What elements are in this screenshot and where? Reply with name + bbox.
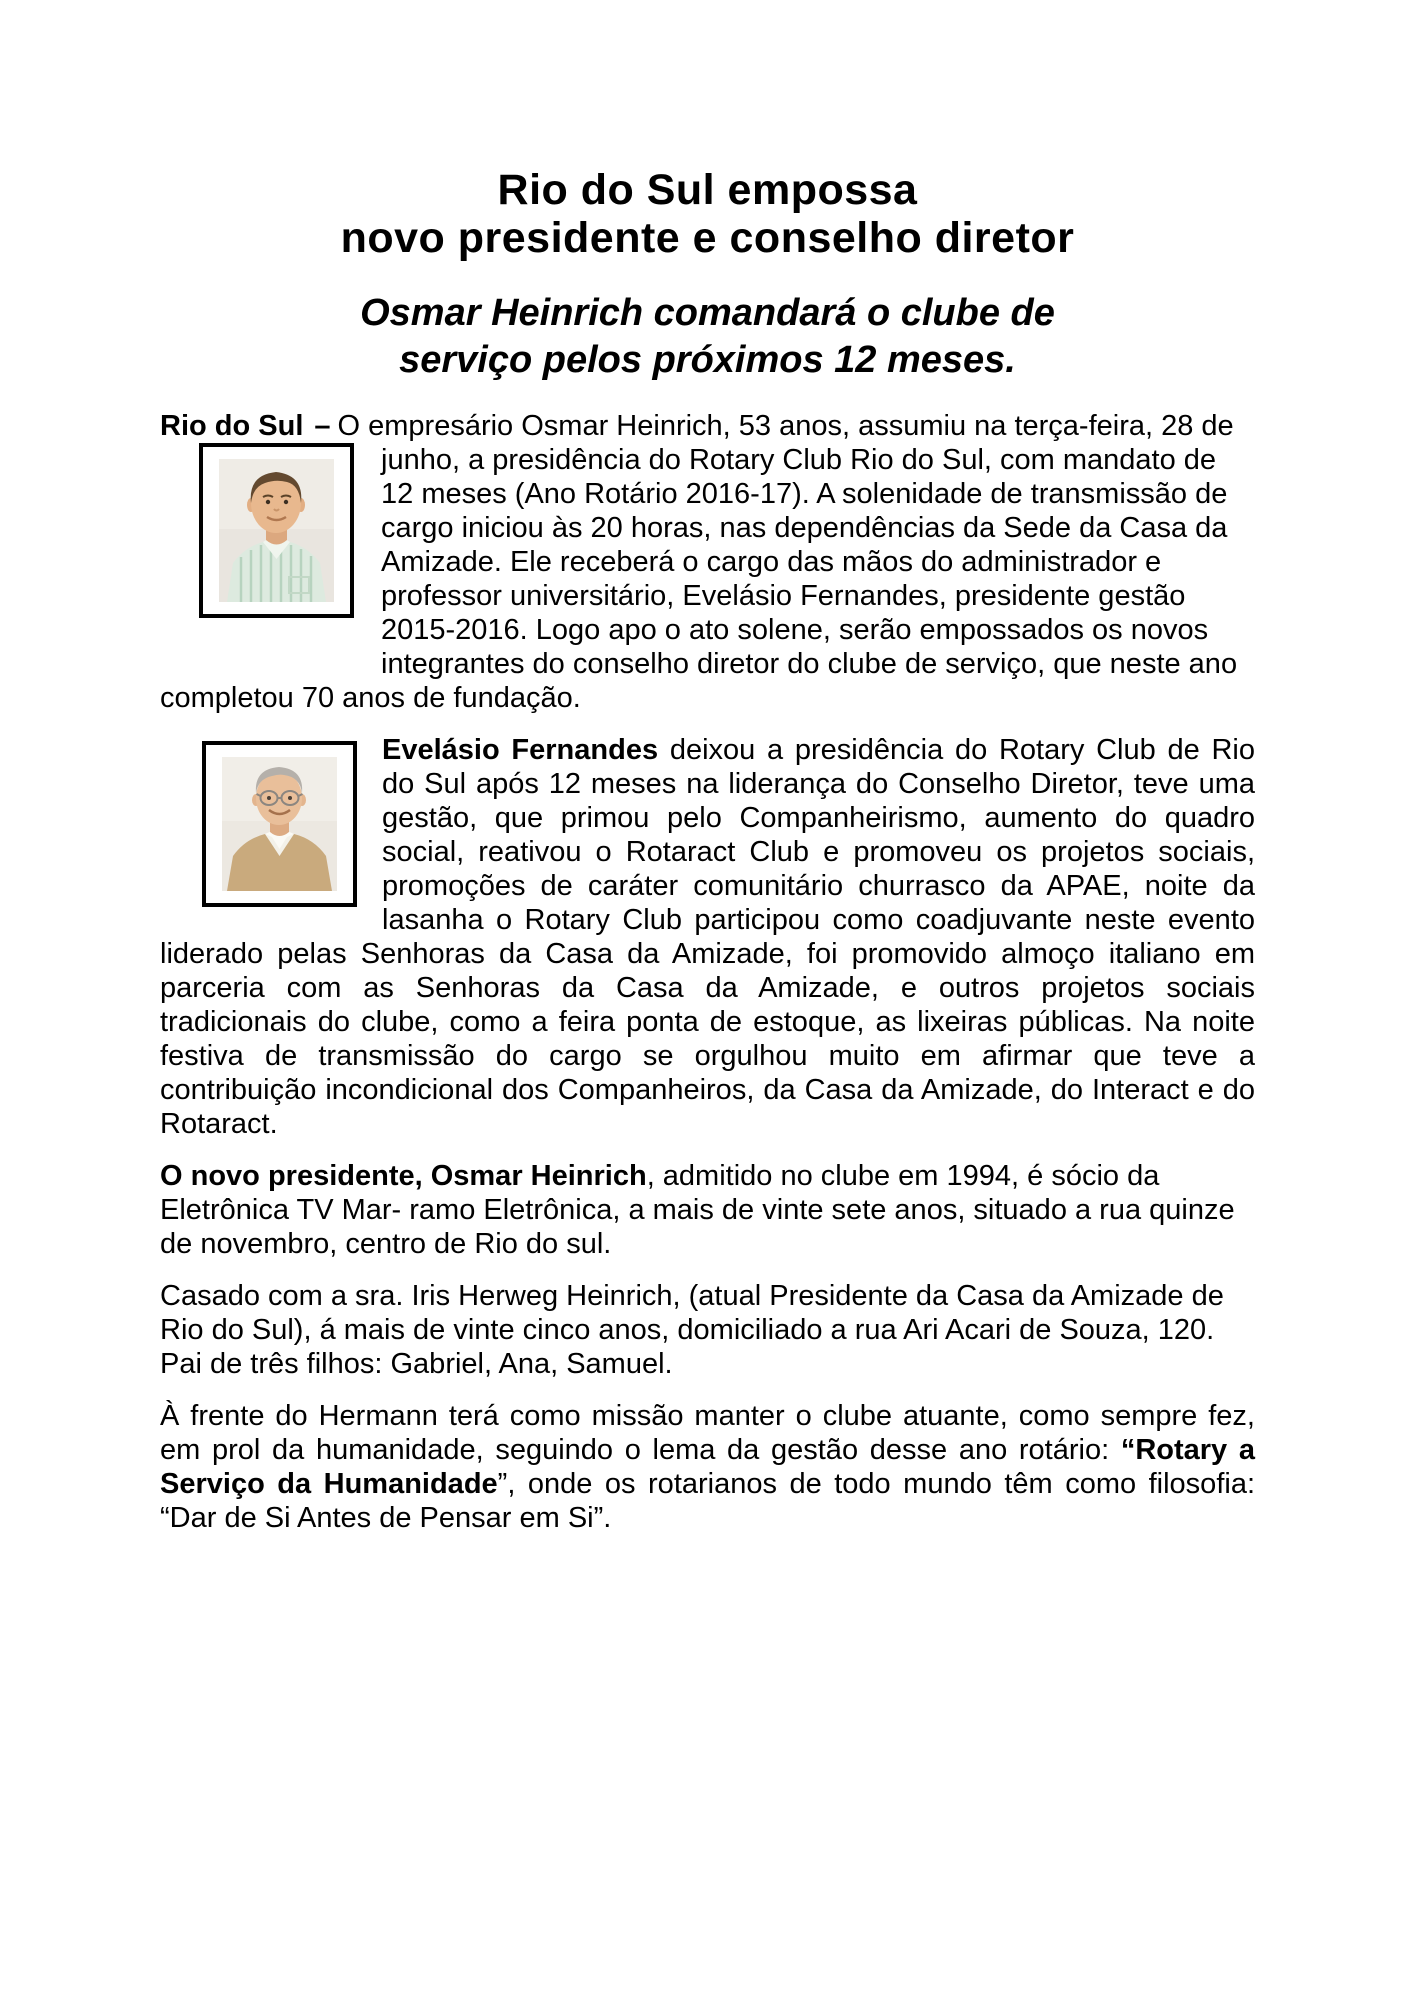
paragraph-inauguration (160, 409, 1255, 715)
page-title (160, 166, 1255, 262)
osmar-heinrich-portrait-image (219, 459, 334, 602)
article-body (160, 409, 1255, 1535)
page-subtitle (160, 290, 1255, 384)
photo-frame-evelasio (202, 741, 357, 907)
photo-frame-osmar (199, 443, 354, 618)
paragraph-text: Casado com a sra. Iris Herweg Heinrich, (atual Presidente da Casa da Amizade de Rio do Sul), á mais de vinte cinco anos, domiciliado a rua Ari Acari de Souza, 120. Pai de três filhos: Gabriel, Ana, Samuel. (160, 1280, 1224, 1380)
evelasio-fernandes-portrait-image (222, 757, 337, 891)
paragraph-text: deixou a presidência do Rotary Club de Rio do Sul após 12 meses na liderança do Conselho Diretor, teve uma gestão, que primou pelo Companheirismo, aumento do quadro social, reativou o Rotaract Club e promoveu os projetos sociais, promoções de caráter comunitário churrasco da APAE, noite da lasanha o Rotary Club participou como coadjuvante neste evento liderado pelas Senhoras da Casa da Amizade, foi promovido almoço italiano em parceria com as Senhoras da Casa da Amizade, e outros projetos sociais tradicionais do clube, como a feira ponta de estoque, as lixeiras públicas. Na noite festiva de transmissão do cargo se orgulhou muito em afirmar que teve a contribuição incondicional dos Companheiros, da Casa da Amizade, do Interact e do Rotaract. (160, 734, 1255, 1140)
paragraph-text: ”, onde os rotarianos de todo mundo têm como filosofia: “Dar de Si Antes de Pensar em Si”. (160, 1468, 1255, 1534)
paragraph-evelasio (160, 733, 1255, 1141)
rotary-motto: “Rotary a Serviço da Humanidade (160, 1434, 1255, 1500)
paragraph-text: O empresário Osmar Heinrich, 53 anos, assumiu na terça-feira, 28 de junho, a presidência do Rotary Club Rio do Sul, com mandato de 12 meses (Ano Rotário 2016-17). A solenidade de transmissão de cargo iniciou às 20 horas, nas dependências da Sede da Casa da Amizade. Ele receberá o cargo das mãos do administrador e professor universitário, Evelásio Fernandes, presidente gestão 2015-2016. Logo apo o ato solene, serão empossados os novos integrantes do conselho diretor do clube de serviço, que neste ano completou 70 anos de fundação. (160, 410, 1238, 714)
dateline-dash: – (314, 410, 331, 442)
photo-evelasio-fernandes (160, 733, 382, 907)
title-line-1: Rio do Sul empossa (497, 166, 918, 214)
paragraph-new-president (160, 1159, 1255, 1261)
subtitle-line-1: Osmar Heinrich comandará o clube de (360, 292, 1055, 334)
person-name-lead: O novo presidente, Osmar Heinrich (160, 1160, 647, 1192)
paragraph-text: À frente do Hermann terá como missão manter o clube atuante, como sempre fez, em prol da humanidade, seguindo o lema da gestão desse ano rotário: (160, 1400, 1255, 1466)
title-line-2: novo presidente e conselho diretor (340, 214, 1075, 262)
person-name-lead: Evelásio Fernandes (382, 734, 659, 766)
dateline: Rio do Sul (160, 410, 304, 442)
paragraph-text: , admitido no clube em 1994, é sócio da Eletrônica TV Mar- ramo Eletrônica, a mais de vinte sete anos, situado a rua quinze de novembro, centro de Rio do sul. (160, 1160, 1235, 1260)
subtitle-line-2: serviço pelos próximos 12 meses. (399, 339, 1016, 381)
paragraph-mission (160, 1399, 1255, 1535)
paragraph-family (160, 1279, 1255, 1381)
article-header (160, 166, 1255, 384)
